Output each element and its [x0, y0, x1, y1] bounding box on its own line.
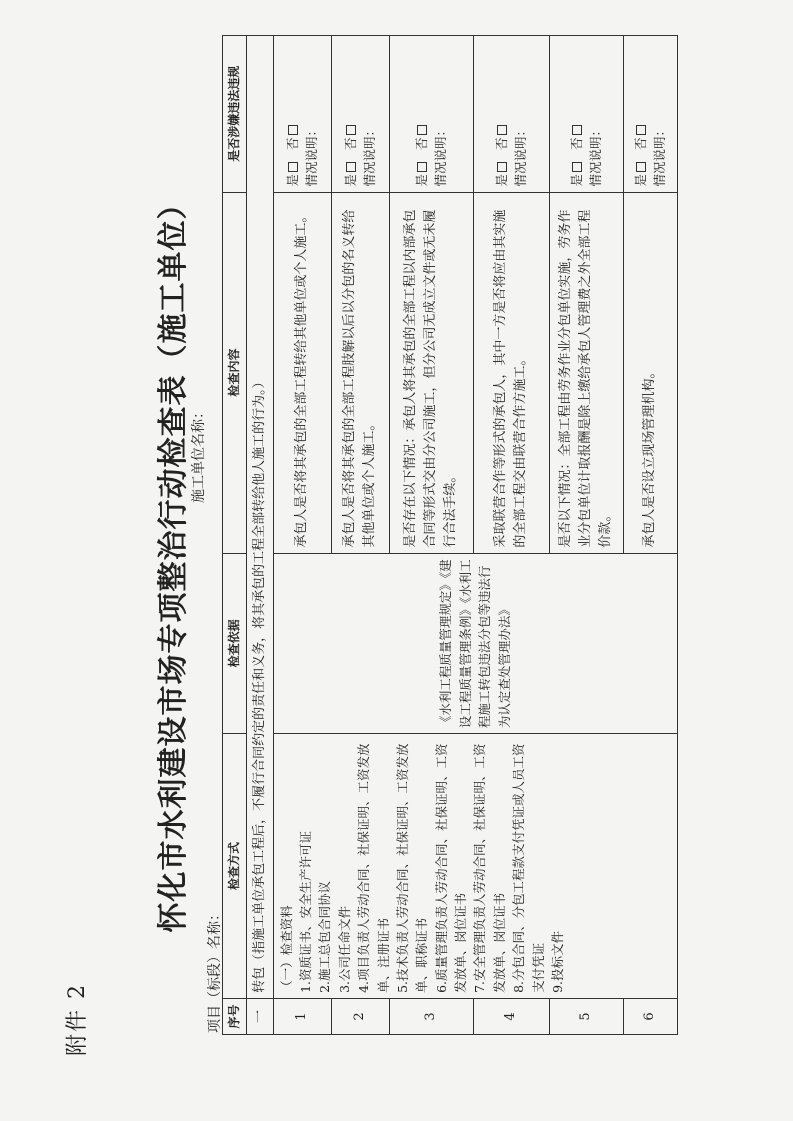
method-line: 6.质量管理负责人劳动合同、社保证明、工资发放单、岗位证书 — [433, 743, 469, 993]
row-content: 是否以下情况：全部工程由劳务作业分包单位实施，劳务作业分包单位计取报酬是除上缴给承包人管理费之外全部工程价款。 — [549, 192, 623, 553]
row-content: 采取联营合作等形式的承包人，其中一方是否将应由其实施的全部工程交由联营合作方施工。 — [473, 192, 549, 553]
no-checkbox[interactable] — [288, 126, 298, 136]
violation-cell — [623, 36, 677, 193]
row-content: 承包人是否将其承包的全部工程转给其他单位或个人施工。 — [273, 192, 331, 553]
row-no: 4 — [473, 998, 549, 1034]
method-cell — [273, 734, 677, 999]
row-content: 承包人是否将其承包的全部工程肢解以后以分包的名义转给其他单位或个人施工。 — [331, 192, 389, 553]
no-label: 否 — [284, 137, 300, 151]
row-no: 1 — [273, 998, 331, 1034]
yes-checkbox[interactable] — [572, 162, 582, 172]
row-no: 6 — [623, 998, 677, 1034]
yes-label: 是 — [568, 174, 584, 187]
method-line: 8.分包合同、分包工程款支付凭证或人员工资支付凭证 — [511, 743, 546, 993]
yes-label: 是 — [493, 174, 509, 187]
note-label: 情况说明： — [433, 124, 449, 187]
violation-cell — [389, 36, 473, 193]
header-basis: 检查依据 — [223, 553, 247, 734]
section-row — [246, 36, 273, 1035]
no-checkbox[interactable] — [497, 126, 507, 136]
no-checkbox[interactable] — [417, 126, 427, 136]
section-text: 转包（指施工单位承包工程后，不履行合同约定的责任和义务，将其承包的工程全部转给他人施工的行为。） — [246, 36, 273, 999]
no-checkbox[interactable] — [572, 126, 582, 136]
row-no: 5 — [549, 998, 623, 1034]
header-no: 序号 — [223, 998, 247, 1034]
violation-cell — [273, 36, 331, 193]
no-checkbox[interactable] — [346, 126, 356, 136]
method-line: 7.安全管理负责人劳动合同、社保证明、工资发放单、岗位证书 — [472, 743, 507, 993]
header-violation: 是否涉嫌违法违规 — [223, 36, 247, 193]
yes-checkbox[interactable] — [636, 162, 646, 172]
basis-cell: 《水利工程质量管理规定》《建设工程质量管理条例》《水利工程施工转包违法分包等违法行为认定查处管理办法》 — [273, 553, 677, 734]
yes-label: 是 — [284, 174, 300, 187]
no-label: 否 — [632, 137, 648, 151]
yes-label: 是 — [413, 174, 429, 187]
attachment-label: 附件 2 — [65, 983, 90, 1056]
note-label: 情况说明： — [304, 124, 320, 187]
row-no: 2 — [331, 998, 389, 1034]
yes-label: 是 — [342, 174, 358, 187]
yes-checkbox[interactable] — [417, 162, 427, 172]
method-line: 5.技术负责人劳动合同、社保证明、工资发放单、职称证书 — [394, 743, 430, 993]
yes-checkbox[interactable] — [346, 162, 356, 172]
header-method: 检查方式 — [223, 734, 247, 999]
no-checkbox[interactable] — [636, 126, 646, 136]
violation-cell — [549, 36, 623, 193]
method-line: 1.资质证书、安全生产许可证 — [298, 830, 314, 993]
table-header-row — [223, 36, 247, 1035]
note-label: 情况说明： — [513, 124, 529, 187]
no-label: 否 — [568, 137, 584, 151]
yes-checkbox[interactable] — [497, 162, 507, 172]
construction-unit-label: 施工单位名称： — [191, 405, 207, 503]
no-label: 否 — [493, 137, 509, 151]
no-label: 否 — [413, 137, 429, 151]
violation-cell — [473, 36, 549, 193]
yes-checkbox[interactable] — [288, 162, 298, 172]
note-label: 情况说明： — [362, 124, 378, 187]
inspection-table — [222, 35, 678, 1035]
no-label: 否 — [342, 137, 358, 151]
page-title: 怀化市水利建设市场专项整治行动检查表（施工单位） — [156, 188, 191, 933]
note-label: 情况说明： — [588, 124, 604, 187]
method-line: 4.项目负责人劳动合同、社保证明、工资发放单、注册证书 — [356, 743, 391, 993]
yes-label: 是 — [632, 174, 648, 187]
row-no: 3 — [389, 998, 473, 1034]
method-line: 2.施工总包合同协议 — [317, 880, 333, 993]
project-name-label: 项目（标段）名称： — [207, 907, 223, 1033]
method-line: 9.投标文件 — [549, 930, 565, 993]
violation-cell — [331, 36, 389, 193]
method-line: 3.公司任命文件 — [336, 905, 352, 993]
table-row — [273, 36, 331, 1035]
section-no: 一 — [246, 998, 273, 1034]
note-label: 情况说明： — [652, 124, 668, 187]
row-content: 承包人是否设立现场管理机构。 — [623, 192, 677, 553]
header-content: 检查内容 — [223, 192, 247, 553]
row-content: 是否存在以下情况：承包人将其承包的全部工程以内部承包合同等形式交由分公司施工，但分公司无成立文件或无未履行合法手续。 — [389, 192, 473, 553]
method-line: （一）检查资料 — [278, 905, 294, 993]
